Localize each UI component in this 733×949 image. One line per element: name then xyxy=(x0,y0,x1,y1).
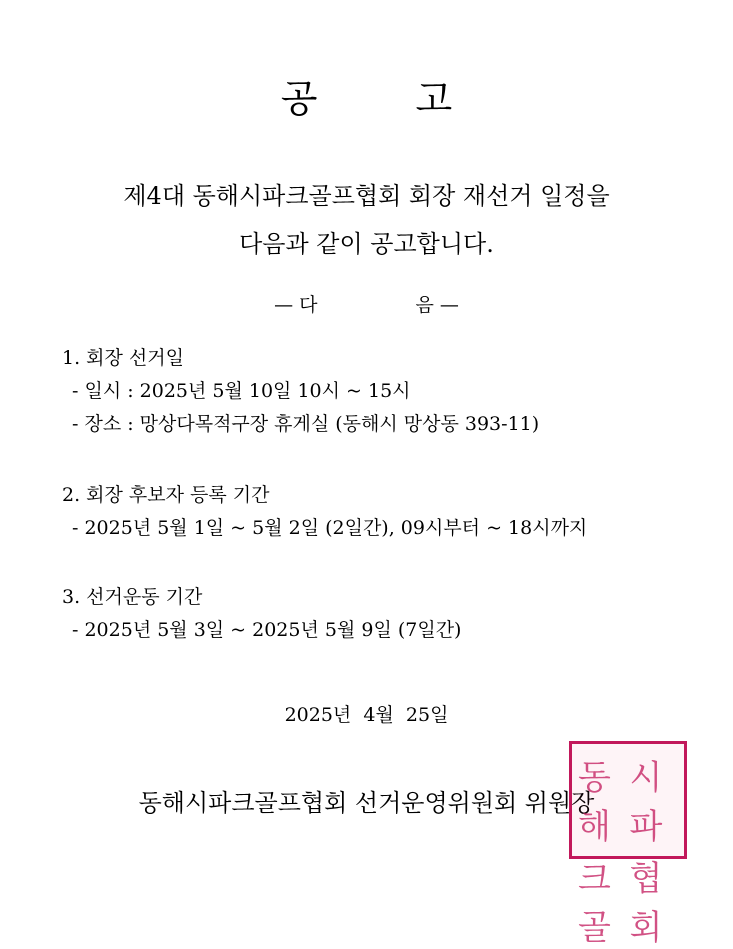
section-item-period: - 2025년 5월 1일 ~ 5월 2일 (2일간), 09시부터 ~ 18시까지 xyxy=(72,517,588,539)
intro-line-2: 다음과 같이 공고합니다. xyxy=(239,230,494,258)
marker-right: 음 — xyxy=(415,294,459,316)
section-heading: 3. 선거운동 기간 xyxy=(62,586,203,608)
seal-char: 시파 xyxy=(629,758,663,847)
signer-line: 동해시파크골프협회 선거운영위원회 위원장 xyxy=(138,789,595,817)
official-seal xyxy=(569,741,687,948)
seal-char: 크골 xyxy=(578,859,611,948)
section-candidate-registration xyxy=(62,479,587,545)
section-heading: 1. 회장 선거일 xyxy=(62,347,184,369)
document-title xyxy=(0,68,733,123)
title-right-char: 고 xyxy=(415,77,453,121)
intro-text xyxy=(0,172,733,268)
section-heading: 2. 회장 후보자 등록 기간 xyxy=(62,484,270,506)
section-election-day xyxy=(62,342,539,441)
title-left-char: 공 xyxy=(280,77,318,121)
announcement-date: 2025년 4월 25일 xyxy=(284,704,449,726)
section-item-location: - 장소 : 망상다목적구장 휴게실 (동해시 망상동 393-11) xyxy=(72,413,540,435)
seal-char: 협회 xyxy=(629,859,663,948)
section-campaign-period xyxy=(62,581,461,647)
section-item-datetime: - 일시 : 2025년 5월 10일 10시 ~ 15시 xyxy=(72,380,411,402)
intro-line-1: 제4대 동해시파크골프협회 회장 재선거 일정을 xyxy=(123,182,610,210)
section-marker xyxy=(0,290,733,317)
seal-char: 동해 xyxy=(578,758,611,847)
section-item-period: - 2025년 5월 3일 ~ 2025년 5월 9일 (7일간) xyxy=(72,619,462,641)
marker-left: — 다 xyxy=(274,294,318,316)
